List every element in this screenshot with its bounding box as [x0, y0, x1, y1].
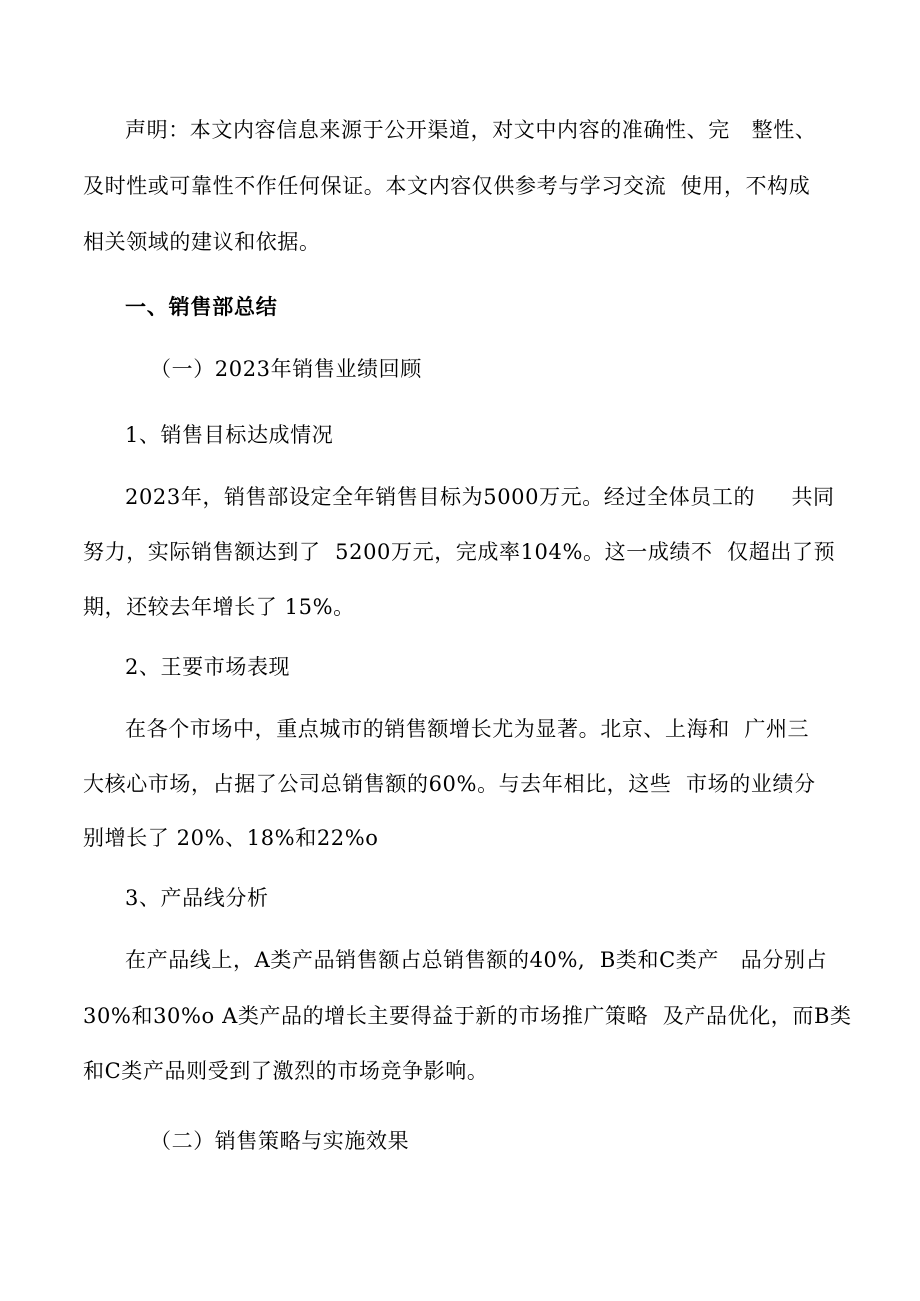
item-3-line-1: 在产品线上，A类产品销售额占总销售额的40%, B类和C类产 品分别占	[125, 948, 828, 972]
section-title: 一、销售部总结	[125, 295, 278, 319]
item-3-line-3: 和C类产品则受到了激烈的市场竞争影响。	[83, 1059, 489, 1083]
item-2-line-3: 别增长了 20%、18%和22%o	[83, 826, 379, 850]
item-2-title: 2、王要市场表现	[125, 655, 291, 679]
item-1-line-3: 期，还较去年增长了 15%。	[83, 595, 355, 619]
item-3-title: 3、产品线分析	[125, 886, 269, 910]
disclaimer-line-1: 声明：本文内容信息来源于公开渠道，对文中内容的准确性、完 整性、	[125, 118, 817, 142]
disclaimer-line-2: 及时性或可靠性不作任何保证。本文内容仅供参考与学习交流 使用，不构成	[83, 174, 811, 198]
item-2-line-2: 大核心市场，占据了公司总销售额的60%。与去年相比，这些 市场的业绩分	[83, 772, 816, 796]
subsection-2-title: （二）销售策略与实施效果	[150, 1129, 410, 1153]
subsection-1-title: （一）2023年销售业绩回顾	[150, 357, 422, 381]
disclaimer-line-3: 相关领域的建议和依据。	[83, 230, 321, 254]
item-3-line-2: 30%和30%o A类产品的增长主要得益于新的市场推广策略 及产品优化，而B类	[83, 1004, 852, 1028]
item-2-line-1: 在各个市场中，重点城市的销售额增长尤为显著。北京、上海和 广州三	[125, 717, 810, 741]
item-1-line-1: 2023年，销售部设定全年销售目标为5000万元。经过全体员工的 共同	[125, 485, 835, 509]
item-1-title: 1、销售目标达成情况	[125, 423, 334, 447]
item-1-line-2: 努力，实际销售额达到了 5200万元，完成率104%。这一成绩不 仅超出了预	[83, 540, 836, 564]
